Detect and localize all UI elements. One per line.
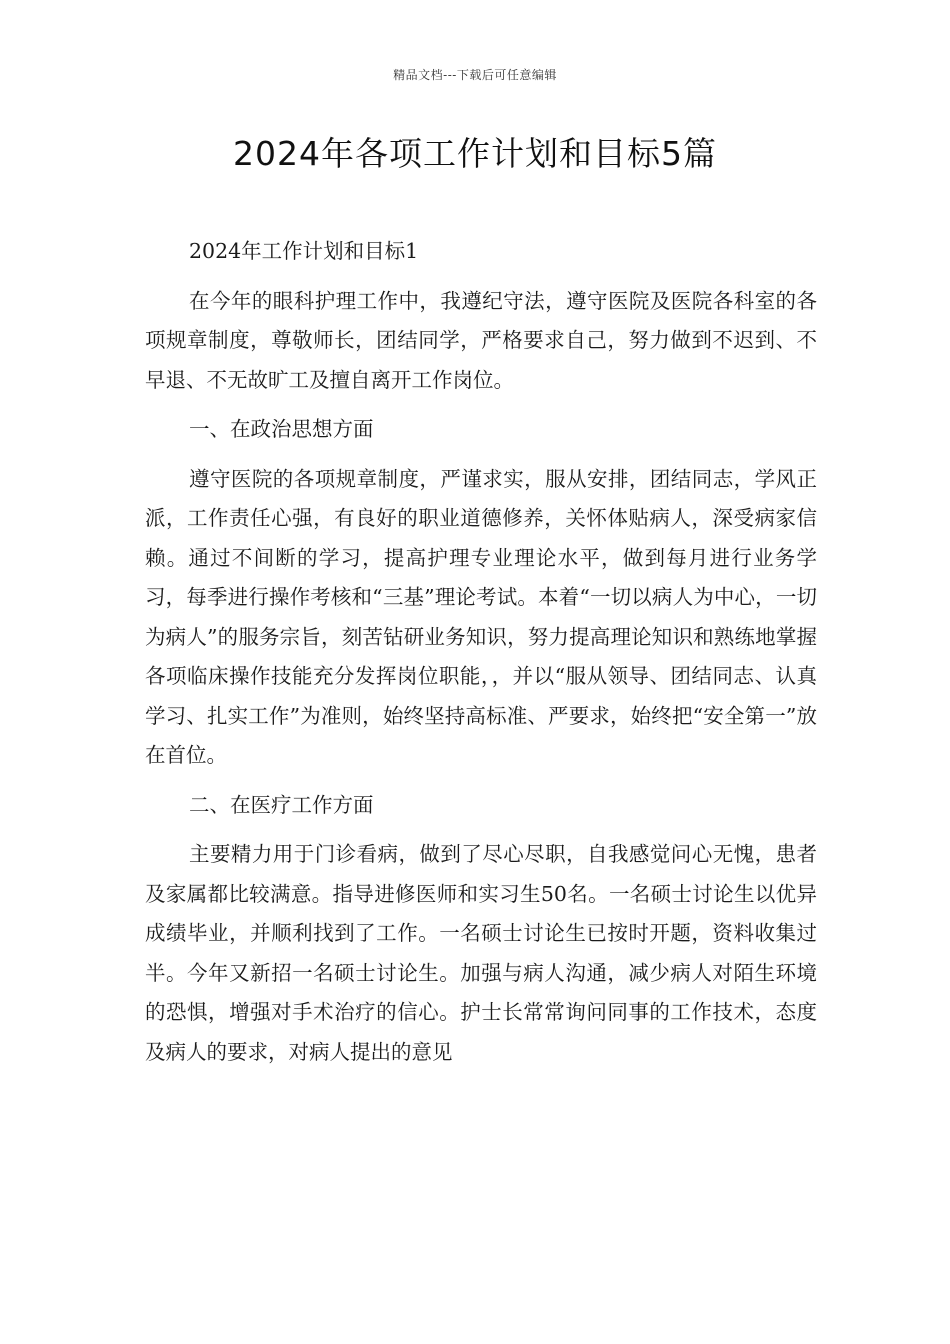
paragraph: 遵守医院的各项规章制度，严谨求实，服从安排，团结同志，学风正派，工作责任心强，有良好的职业道德修养，关怀体贴病人，深受病家信赖。通过不间断的学习，提高护理专业理论水平，做到每月进行业务学习，每季进行操作考核和“三基”理论考试。本着“一切以病人为中心，一切为病人”的服务宗旨，刻苦钻研业务知识，努力提高理论知识和熟练地掌握各项临床操作技能充分发挥岗位职能，，并以“服从领导、团结同志、认真学习、扎实工作”为准则，始终坚持高标准、严要求，始终把“安全第一”放在首位。: [145, 466, 817, 767]
document-title: 2024年各项工作计划和目标5篇: [233, 134, 717, 173]
paragraph: 在今年的眼科护理工作中，我遵纪守法，遵守医院及医院各科室的各项规章制度，尊敬师长，团结同学，严格要求自己，努力做到不迟到、不早退、不无故旷工及擅自离开工作岗位。: [145, 288, 817, 392]
section-heading: 一、在政治思想方面: [189, 417, 374, 441]
paragraph: 主要精力用于门诊看病，做到了尽心尽职，自我感觉问心无愧，患者及家属都比较满意。指导进修医师和实习生50名。一名硕士讨论生以优异成绩毕业，并顺利找到了工作。一名硕士讨论生已按时开题，资料收集过半。今年又新招一名硕士讨论生。加强与病人沟通，减少病人对陌生环境的恐惧，增强对手术治疗的信心。护士长常常询问同事的工作技术，态度及病人的要求，对病人提出的意见: [145, 842, 817, 1064]
header-note: 精品文档---下载后可任意编辑: [393, 68, 557, 82]
section-heading: 二、在医疗工作方面: [189, 792, 374, 817]
document-body: [145, 232, 817, 1082]
section-heading: 2024年工作计划和目标1: [189, 239, 419, 263]
